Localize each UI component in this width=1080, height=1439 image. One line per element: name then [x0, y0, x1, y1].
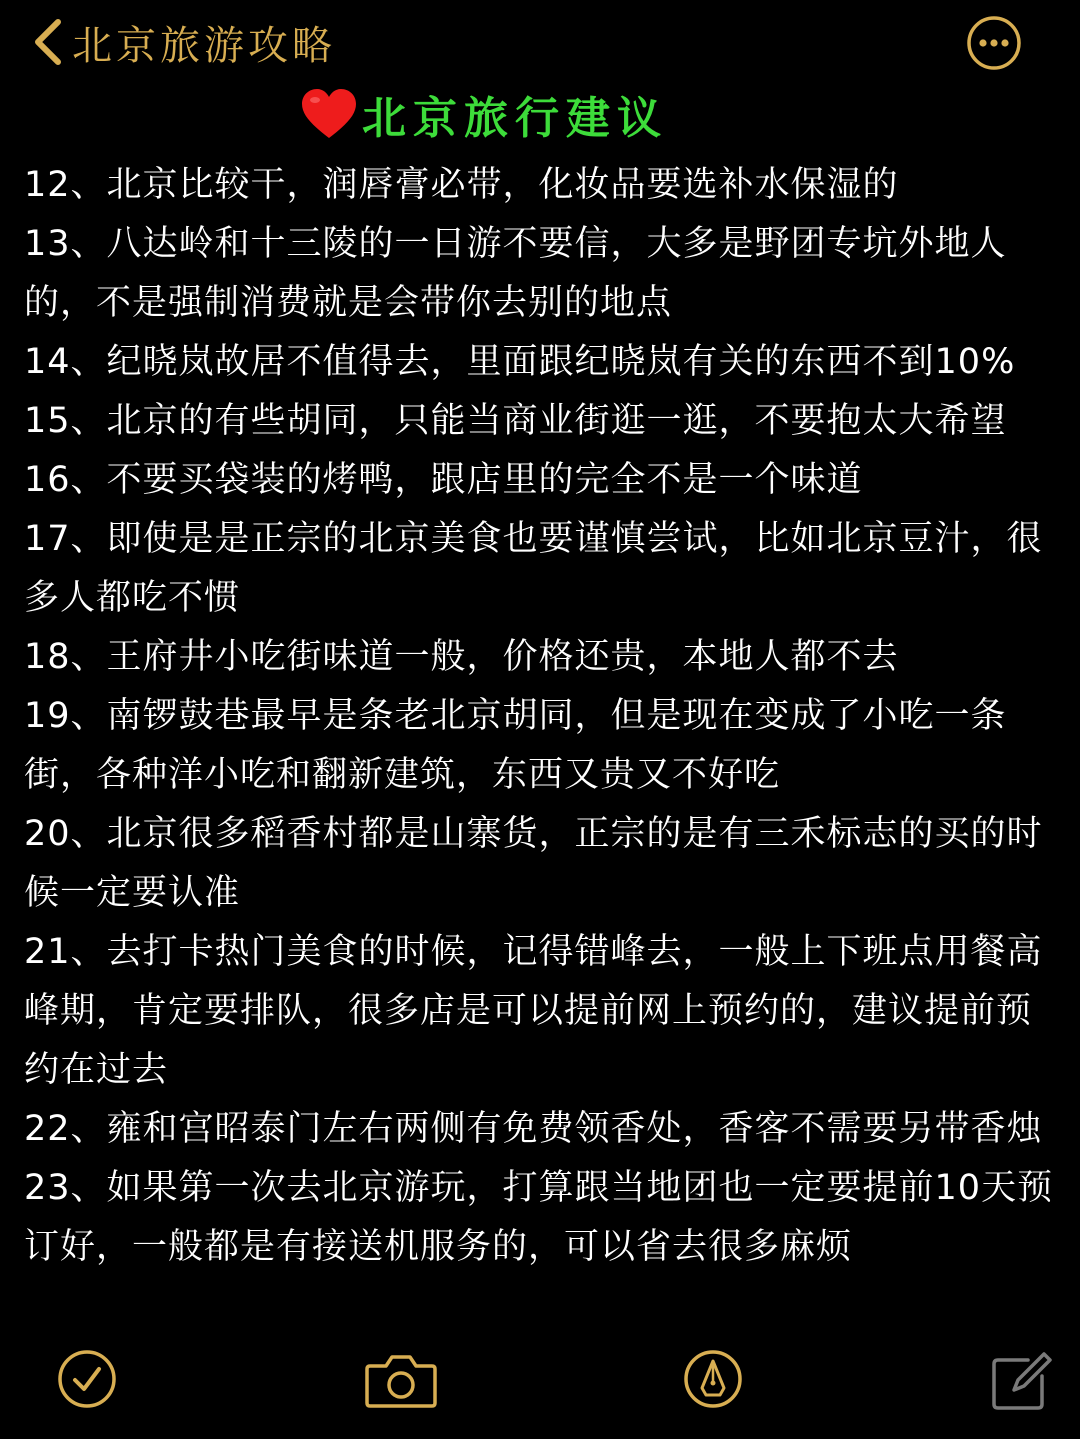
note-item-20: 20、北京很多稻香村都是山寨货，正宗的是有三禾标志的买的时候一定要认准 [24, 814, 1043, 913]
note-item-21: 21、去打卡热门美食的时候，记得错峰去，一般上下班点用餐高峰期，肯定要排队，很多店是可以提前网上预约的，建议提前预约在过去 [24, 932, 1043, 1090]
checkmark-circle-icon [56, 1348, 118, 1410]
note-heading [300, 84, 668, 144]
compose-button[interactable] [988, 1348, 1054, 1414]
markup-button[interactable] [682, 1348, 744, 1410]
pen-nib-circle-icon [682, 1348, 744, 1410]
more-dots-icon [965, 14, 1023, 72]
back-button[interactable] [28, 14, 336, 70]
note-item-13: 13、八达岭和十三陵的一日游不要信，大多是野团专坑外地人的，不是强制消费就是会带你去别的地点 [24, 224, 1007, 323]
chevron-left-icon [28, 16, 68, 68]
note-body[interactable] [24, 156, 1054, 1277]
bottom-toolbar [0, 1340, 1080, 1430]
nav-header [0, 0, 1080, 86]
note-item-17: 17、即使是是正宗的北京美食也要谨慎尝试，比如北京豆汁，很多人都吃不惯 [24, 519, 1043, 618]
note-item-16: 16、不要买袋装的烤鸭，跟店里的完全不是一个味道 [24, 460, 863, 500]
note-item-19: 19、南锣鼓巷最早是条老北京胡同，但是现在变成了小吃一条街，各种洋小吃和翻新建筑，东西又贵又不好吃 [24, 696, 1007, 795]
header-title: 北京旅游攻略 [72, 22, 336, 69]
note-item-23: 23、如果第一次去北京游玩，打算跟当地团也一定要提前10天预订好，一般都是有接送机服务的，可以省去很多麻烦 [24, 1168, 1054, 1267]
red-heart-icon [300, 88, 358, 140]
note-heading-text: 北京旅行建议 [362, 93, 668, 144]
more-button[interactable] [965, 14, 1023, 72]
compose-icon [988, 1348, 1054, 1414]
note-item-15: 15、北京的有些胡同，只能当商业街逛一逛，不要抱太大希望 [24, 401, 1007, 441]
note-item-18: 18、王府井小吃街味道一般，价格还贵，本地人都不去 [24, 637, 899, 677]
note-item-22: 22、雍和宫昭泰门左右两侧有免费领香处，香客不需要另带香烛 [24, 1109, 1043, 1149]
camera-icon [364, 1352, 438, 1410]
checklist-button[interactable] [56, 1348, 118, 1410]
note-item-14: 14、纪晓岚故居不值得去，里面跟纪晓岚有关的东西不到10% [24, 342, 1016, 382]
note-item-12: 12、北京比较干，润唇膏必带，化妆品要选补水保湿的 [24, 165, 899, 205]
camera-button[interactable] [364, 1352, 438, 1410]
